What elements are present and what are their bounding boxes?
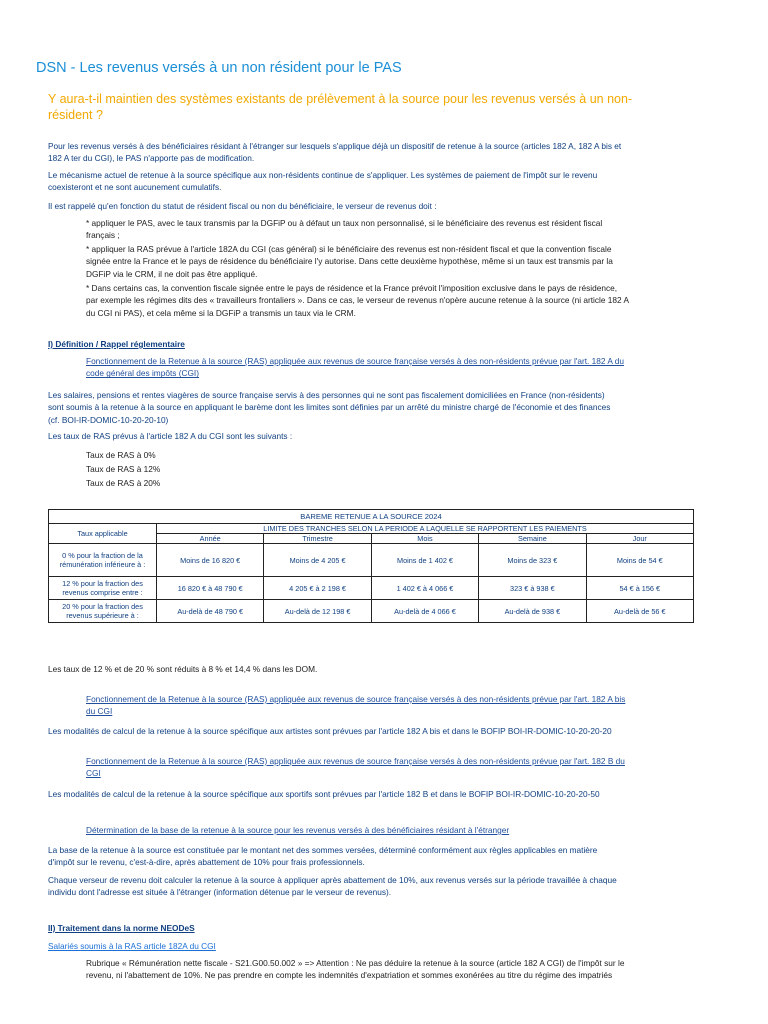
link-base-retenue[interactable]: Détermination de la base de la retenue à la source pour les revenus versés à des bénéficiaires résidant à l'étranger — [86, 825, 510, 835]
row-label: 12 % pour la fraction des revenus comprise entre : — [49, 577, 157, 600]
link-art-182b[interactable]: Fonctionnement de la Retenue à la source (RAS) appliquée aux revenus de source française versés à des non-résidents prévue par l'art. 182 B du CGI — [86, 756, 625, 779]
section-2-paragraph: Rubrique « Rémunération nette fiscale - S21.G00.50.002 » => Attention : Ne pas déduire la retenue à la source (article 182 A CGI) de l'impôt sur le revenu, ni l'abattement de 10%. Ne pas prendre en compte les indemnités d'expatriation et sommes exonérées au titre du régime des impatriés — [86, 958, 625, 981]
section-2-heading: II) Traitement dans la norme NEODeS — [48, 923, 195, 933]
section-2-subheading: Salariés soumis à la RAS article 182A du CGI — [48, 941, 216, 951]
table-cell: Moins de 323 € — [479, 544, 586, 577]
table-cell: Au-delà de 4 066 € — [371, 600, 478, 623]
table-cell: 1 402 € à 4 066 € — [371, 577, 478, 600]
question-heading: Y aura-t-il maintien des systèmes existants de prélèvement à la source pour les revenus versés à un non- résident ? — [48, 92, 633, 122]
table-cell: Au-delà de 48 790 € — [157, 600, 264, 623]
intro-paragraph-1: Pour les revenus versés à des bénéficiaires résidant à l'étranger sur lesquels s'applique déjà un dispositif de retenue à la source (articles 182 A, 182 A bis et 182 A ter du CGI), le PAS n'apporte pas de modification. — [48, 141, 622, 164]
section-1-heading: I) Définition / Rappel réglementaire — [48, 339, 185, 349]
period-header: Année — [157, 534, 264, 544]
table-cell: Moins de 16 820 € — [157, 544, 264, 577]
link-art-182a-bis[interactable]: Fonctionnement de la Retenue à la source (RAS) appliquée aux revenus de source française versés à des non-résidents prévue par l'art. 182 A bis du CGI — [86, 694, 626, 717]
intro-paragraph-3: Il est rappelé qu'en fonction du statut de résident fiscal ou non du bénéficiaire, le verseur de revenus doit : — [48, 201, 437, 211]
base-paragraph-1: La base de la retenue à la source est constituée par le montant net des sommes versées, déterminé conformément aux règles applicables en matière d'impôt sur le revenu, c'est-à-dire, après abattement de 10% pour frais professionnels. — [48, 845, 598, 868]
bullet-2: * appliquer la RAS prévue à l'article 182A du CGI (cas général) si le bénéficiaire des revenus est non-résident fiscal et que la convention fiscale signée entre la France et le pays de résidence du bénéficiaire l'y autorise. Dans cette deuxième hypothèse, même si un taux est transmis par la DGFiP via le CRM, il ne doit pas être appliqué. — [86, 244, 613, 279]
artistes-paragraph: Les modalités de calcul de la retenue à la source spécifique aux artistes sont prévues par l'article 182 A bis et dans le BOFIP BOI-IR-DOMIC-10-20-20-20 — [48, 726, 612, 736]
table-row — [49, 544, 694, 577]
intro-paragraph-2: Le mécanisme actuel de retenue à la source spécifique aux non-résidents continue de s'appliquer. Les systèmes de paiement de l'impôt sur le revenu coexisteront et ne sont aucunement cumulatifs. — [48, 170, 598, 193]
table-row — [49, 600, 694, 623]
rate-20: Taux de RAS à 20% — [86, 478, 161, 488]
table-cell: Au-delà de 938 € — [479, 600, 586, 623]
table-row — [49, 577, 694, 600]
section-1-paragraph: Les salaires, pensions et rentes viagères de source française servis à des personnes qui ne sont pas fiscalement domiciliées en France (non-résidents) sont soumis à la retenue à la source en appliquant le barème dont les limites sont définies par un arrêté du ministre chargé de l'économie et des finances (cf. BOI-IR-DOMIC-10-20-20-10) — [48, 390, 611, 425]
dom-note: Les taux de 12 % et de 20 % sont réduits à 8 % et 14,4 % dans les DOM. — [48, 664, 318, 674]
table-cell: Au-delà de 56 € — [586, 600, 693, 623]
table-header-span: LIMITE DES TRANCHES SELON LA PERIODE A LAQUELLE SE RAPPORTENT LES PAIEMENTS — [157, 524, 694, 534]
rates-intro: Les taux de RAS prévus à l'article 182 A du CGI sont les suivants : — [48, 431, 293, 441]
row-label: 20 % pour la fraction des revenus supérieure à : — [49, 600, 157, 623]
table-cell: 4 205 € à 2 198 € — [264, 577, 371, 600]
table-cell: Moins de 54 € — [586, 544, 693, 577]
sportifs-paragraph: Les modalités de calcul de la retenue à la source spécifique aux sportifs sont prévues par l'article 182 B et dans le BOFIP BOI-IR-DOMIC-10-20-20-50 — [48, 789, 600, 799]
bareme-table — [48, 509, 694, 623]
link-art-182a[interactable]: Fonctionnement de la Retenue à la source (RAS) appliquée aux revenus de source française versés à des non-résidents prévue par l'art. 182 A du code général des impôts (CGI) — [86, 356, 624, 379]
table-cell: Moins de 4 205 € — [264, 544, 371, 577]
period-header: Mois — [371, 534, 478, 544]
period-header: Trimestre — [264, 534, 371, 544]
bullet-3: * Dans certains cas, la convention fiscale signée entre le pays de résidence et la France prévoit l'imposition exclusive dans le pays de résidence, par exemple les régimes dits des « travailleurs frontaliers ». Dans ce cas, le verseur de revenus n'opère aucune retenue à la source (ni article 182 A du CGI ni PAS), et cela même si la DGFiP a transmis un taux via le CRM. — [86, 283, 630, 318]
rate-0: Taux de RAS à 0% — [86, 450, 156, 460]
base-paragraph-2: Chaque verseur de revenu doit calculer la retenue à la source à appliquer après abattement de 10%, aux revenus versés sur la période travaillée à chaque individu dont l'adresse est située à l'étranger (information détenue par le verseur de revenus). — [48, 875, 617, 898]
table-cell: 54 € à 156 € — [586, 577, 693, 600]
table-cell: 323 € à 938 € — [479, 577, 586, 600]
bullet-1: * appliquer le PAS, avec le taux transmis par la DGFiP ou à défaut un taux non personnalisé, si le bénéficiaire des revenus est résident fiscal français ; — [86, 218, 603, 241]
table-cell: 16 820 € à 48 790 € — [157, 577, 264, 600]
period-header: Semaine — [479, 534, 586, 544]
rate-12: Taux de RAS à 12% — [86, 464, 161, 474]
table-title: BAREME RETENUE A LA SOURCE 2024 — [49, 510, 694, 524]
table-cell: Au-delà de 12 198 € — [264, 600, 371, 623]
page-title: DSN - Les revenus versés à un non résident pour le PAS — [36, 60, 402, 76]
table-header-rate: Taux applicable — [49, 524, 157, 544]
table-cell: Moins de 1 402 € — [371, 544, 478, 577]
period-header: Jour — [586, 534, 693, 544]
row-label: 0 % pour la fraction de la rémunération inférieure à : — [49, 544, 157, 577]
